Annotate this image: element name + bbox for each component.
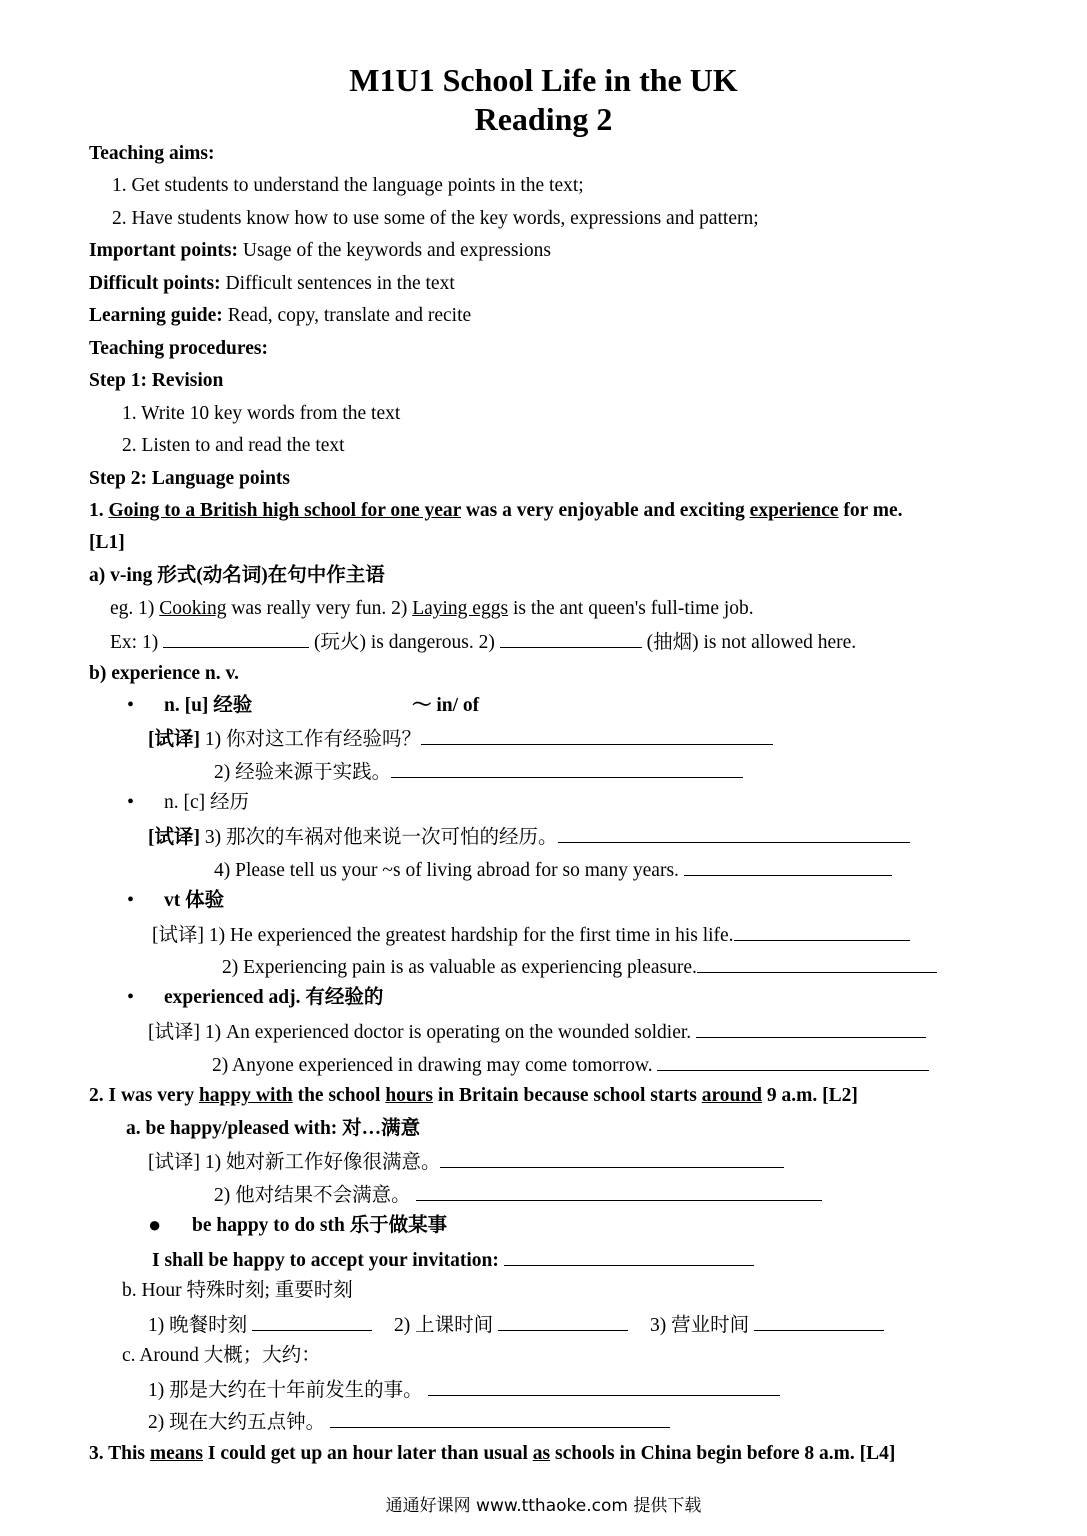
translate-8-text: 2) Anyone experienced in drawing may come tomorrow. (212, 1055, 658, 1076)
point-2-text-2: in Britain because school starts (433, 1085, 702, 1106)
translate-label: [试译] (148, 827, 200, 848)
point-2-underline-hours: hours (385, 1085, 434, 1106)
point-1-reference: [L1] (89, 532, 125, 553)
bullet-icon: • (127, 986, 135, 1008)
exercise-prefix: Ex: 1) (110, 632, 164, 653)
answer-blank[interactable] (428, 1377, 780, 1396)
answer-blank[interactable] (498, 1312, 628, 1331)
step-1-item-1: 1. Write 10 key words from the text (122, 403, 401, 424)
bullet-icon: • (127, 889, 135, 911)
exercise-mid: (玩火) is dangerous. 2) (309, 632, 500, 653)
section-2b-heading: b. Hour 特殊时刻; 重要时刻 (122, 1280, 353, 1301)
point-2-underline-around: around (701, 1085, 763, 1106)
exercise-line (110, 629, 856, 655)
point-1-number: 1. (89, 500, 109, 521)
translate-4 (214, 857, 892, 883)
point-2-underline-happy-with: happy with (198, 1085, 293, 1106)
learning-guide-label: Learning guide: (89, 305, 223, 326)
difficult-points-text: Difficult sentences in the text (220, 273, 455, 294)
point-3-sentence (89, 1442, 895, 1466)
translate-10 (214, 1182, 822, 1208)
aim-1: 1. Get students to understand the language points in the text; (112, 175, 584, 196)
hour-exercise (148, 1312, 884, 1338)
answer-blank[interactable] (657, 1052, 929, 1071)
translate-5 (152, 922, 910, 948)
point-1-end: for me. (838, 500, 903, 521)
answer-blank[interactable] (391, 759, 743, 778)
learning-guide-text: Read, copy, translate and recite (222, 305, 472, 326)
example-mid: was really very fun. 2) (226, 598, 413, 619)
procedures-heading: Teaching procedures: (89, 338, 268, 359)
around-item-2: 2) 现在大约五点钟。 (148, 1412, 330, 1433)
difficult-points (89, 272, 455, 296)
point-3-underline-means: means (149, 1443, 203, 1464)
answer-blank[interactable] (416, 1182, 822, 1201)
answer-blank[interactable] (734, 922, 910, 941)
hour-item-1: 1) 晚餐时刻 (148, 1315, 252, 1336)
important-points-text: Usage of the keywords and expressions (237, 240, 551, 261)
point-2-sentence (89, 1084, 858, 1108)
point-3-end: schools in China begin before 8 a.m. [L4] (550, 1443, 896, 1464)
adjective-sense: experienced adj. 有经验的 (164, 987, 384, 1008)
example-laying-eggs: Laying eggs (412, 598, 509, 619)
step-2-heading: Step 2: Language points (89, 468, 290, 489)
bullet-icon: • (127, 791, 135, 813)
invitation-text: I shall be happy to accept your invitation: (152, 1250, 504, 1271)
translate-7-text: [试译] 1) An experienced doctor is operating on the wounded soldier. (148, 1022, 697, 1043)
exercise-end: (抽烟) is not allowed here. (641, 632, 857, 653)
answer-blank[interactable] (697, 954, 937, 973)
translate-6-text: 2) Experiencing pain is as valuable as experiencing pleasure. (222, 957, 697, 978)
answer-blank[interactable] (684, 857, 892, 876)
translate-9 (148, 1149, 784, 1175)
translate-3 (148, 824, 910, 850)
translate-1 (148, 726, 773, 752)
answer-blank[interactable] (252, 1312, 372, 1331)
important-points-label: Important points: (89, 240, 238, 261)
translate-6 (222, 954, 937, 980)
noun-countable: n. [c] 经历 (164, 792, 250, 813)
point-2-end: 9 a.m. [L2] (762, 1085, 858, 1106)
answer-blank[interactable] (558, 824, 910, 843)
answer-blank[interactable] (504, 1247, 754, 1266)
translate-label: [试译] (148, 729, 200, 750)
step-1-item-2: 2. Listen to and read the text (122, 435, 345, 456)
teaching-aims-heading: Teaching aims: (89, 143, 215, 164)
verb-sense: vt 体验 (164, 890, 225, 911)
translate-4-text: 4) Please tell us your ~s of living abroad for so many years. (214, 860, 684, 881)
point-3-text: I could get up an hour later than usual (202, 1443, 533, 1464)
section-b-heading: b) experience n. v. (89, 663, 240, 684)
be-happy-to-do: be happy to do sth 乐于做某事 (192, 1215, 448, 1236)
point-2-text-1: the school (292, 1085, 386, 1106)
point-1-underline-experience: experience (749, 500, 839, 521)
point-3-underline-as: as (532, 1443, 551, 1464)
translate-5-text: [试译] 1) He experienced the greatest hardship for the first time in his life. (152, 925, 734, 946)
bullet-icon: ● (148, 1212, 162, 1237)
answer-blank[interactable] (163, 629, 309, 648)
document-subtitle: Reading 2 (474, 101, 613, 137)
example-line (110, 597, 754, 621)
translate-1-text: 1) 你对这工作有经验吗？ (200, 729, 421, 750)
difficult-points-label: Difficult points: (89, 273, 221, 294)
around-exercise-1 (148, 1377, 780, 1403)
answer-blank[interactable] (440, 1149, 784, 1168)
noun-uncountable-collocation: ～ in/ of (412, 695, 480, 716)
section-a-heading: a) v-ing 形式(动名词)在句中作主语 (89, 565, 385, 586)
hour-item-2: 2) 上课时间 (394, 1315, 498, 1336)
bullet-icon: • (127, 694, 135, 716)
answer-blank[interactable] (500, 629, 642, 648)
point-1-underline-subject: Going to a British high school for one year (108, 500, 461, 521)
translate-9-text: [试译] 1) 她对新工作好像很满意。 (148, 1152, 441, 1173)
translate-2-text: 2) 经验来源于实践。 (214, 762, 392, 783)
translate-3-text: 3) 那次的车祸对他来说一次可怕的经历。 (200, 827, 558, 848)
answer-blank[interactable] (421, 726, 773, 745)
around-item-1: 1) 那是大约在十年前发生的事。 (148, 1380, 428, 1401)
answer-blank[interactable] (696, 1019, 926, 1038)
aim-2: 2. Have students know how to use some of the key words, expressions and pattern; (112, 208, 759, 229)
learning-guide (89, 304, 471, 328)
example-end: is the ant queen's full-time job. (508, 598, 754, 619)
noun-uncountable: n. [u] 经验 (164, 695, 253, 716)
step-1-heading: Step 1: Revision (89, 370, 224, 391)
section-2c-heading: c. Around 大概；大约： (122, 1345, 321, 1366)
page-footer: 通通好课网 www.tthaoke.com 提供下载 (385, 1496, 702, 1516)
answer-blank[interactable] (754, 1312, 884, 1331)
translate-8 (212, 1052, 929, 1078)
point-3-prefix: 3. This (89, 1443, 150, 1464)
hour-item-3: 3) 营业时间 (650, 1315, 754, 1336)
section-2a-heading: a. be happy/pleased with: 对…满意 (126, 1118, 421, 1139)
point-2-prefix: 2. I was very (89, 1085, 199, 1106)
around-exercise-2 (148, 1409, 670, 1435)
example-cooking: Cooking (159, 598, 227, 619)
example-prefix: eg. 1) (110, 598, 160, 619)
answer-blank[interactable] (330, 1409, 670, 1428)
translate-7 (148, 1019, 926, 1045)
point-1-sentence (89, 499, 903, 523)
document-title: M1U1 School Life in the UK (349, 62, 738, 98)
translate-10-text: 2) 他对结果不会满意。 (214, 1185, 416, 1206)
important-points (89, 239, 551, 263)
point-1-text: was a very enjoyable and exciting (460, 500, 750, 521)
translate-2 (214, 759, 743, 785)
invitation-exercise (152, 1247, 754, 1273)
